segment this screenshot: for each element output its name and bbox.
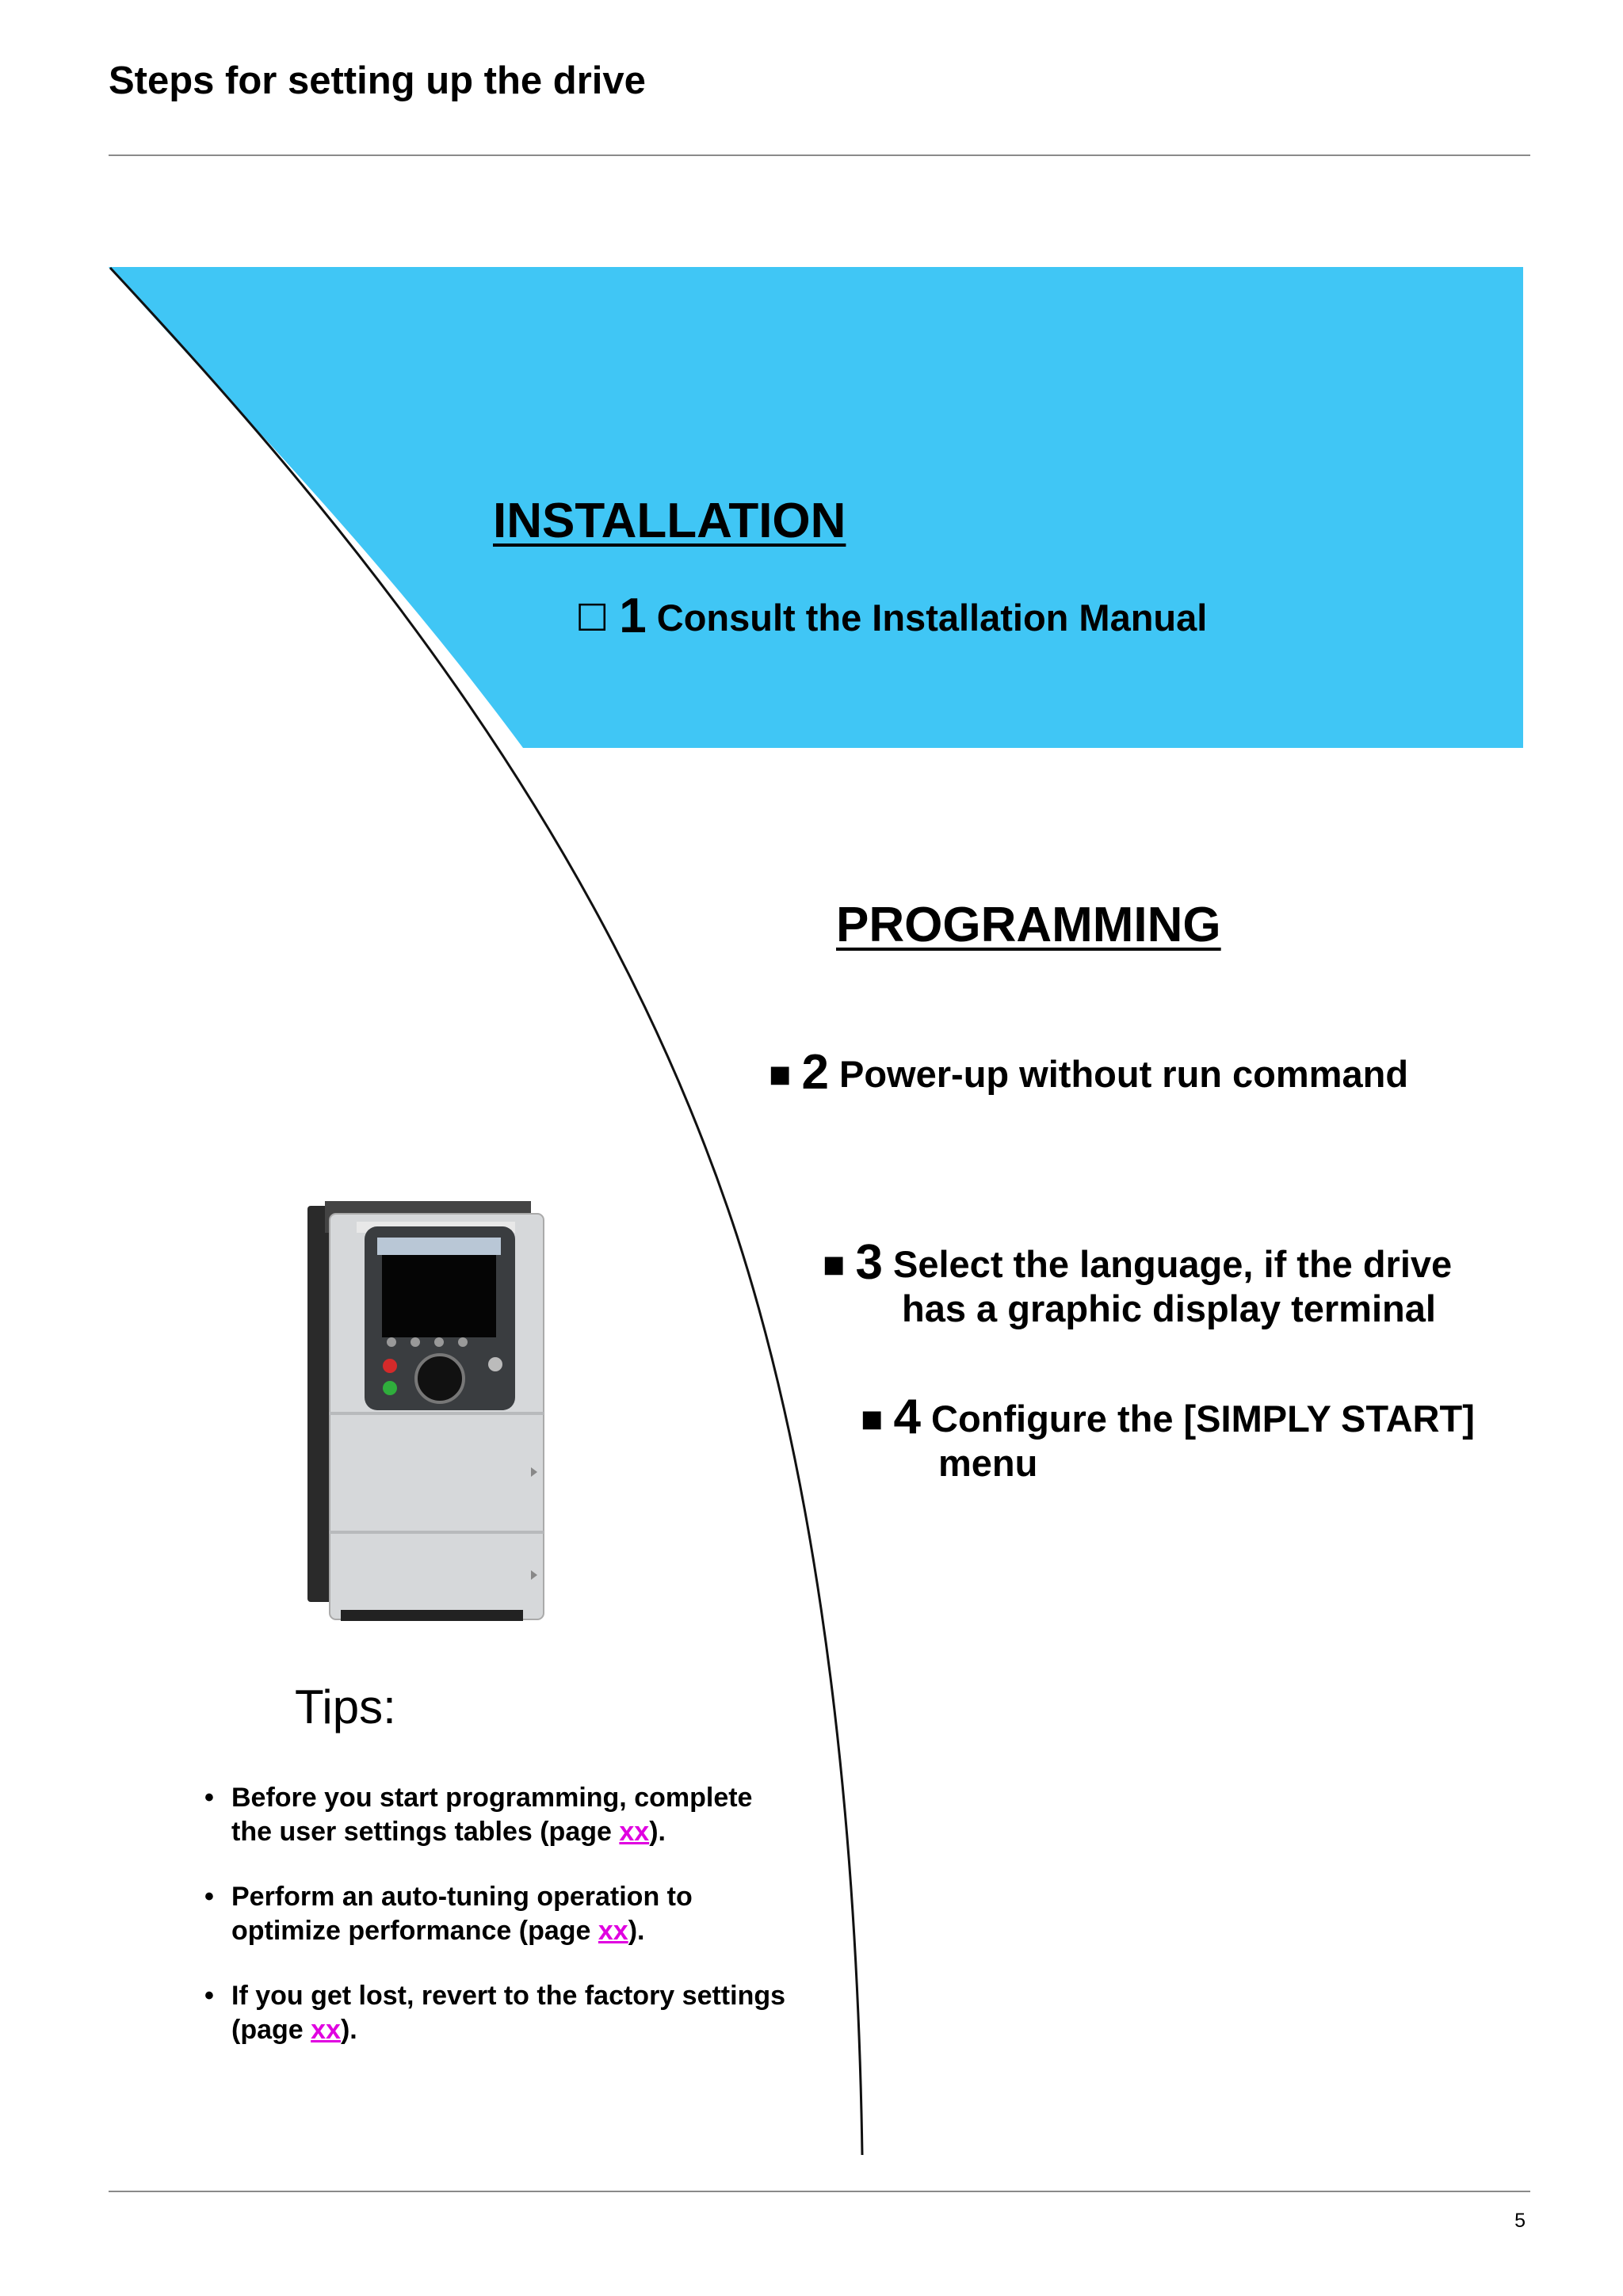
bullet-icon: • — [204, 1882, 214, 1912]
tip-item — [204, 1979, 807, 2047]
tip-line1: Before you start programming, complete — [231, 1783, 753, 1813]
programming-step-4 — [861, 1390, 1475, 1444]
footer-rule — [109, 2191, 1530, 2192]
filled-square-icon: ■ — [823, 1243, 846, 1285]
checkbox-empty-icon: ☐ — [575, 597, 609, 639]
bullet-icon: • — [204, 1981, 214, 2011]
step-number: 2 — [801, 1045, 829, 1100]
installation-step-1 — [575, 589, 1208, 643]
step-number: 3 — [855, 1235, 883, 1290]
step-text: Consult the Installation Manual — [656, 597, 1208, 639]
tip-line2: optimize performance (page — [231, 1916, 598, 1946]
tips-list — [204, 1781, 807, 2078]
tip-line2-end: ). — [649, 1817, 666, 1847]
tips-title: Tips: — [295, 1680, 396, 1733]
tip-line1: Perform an auto-tuning operation to — [231, 1882, 693, 1912]
programming-step-3-line2: has a graphic display terminal — [902, 1287, 1436, 1329]
step-text-line1: Configure the [SIMPLY START] — [931, 1398, 1475, 1440]
page-title: Steps for setting up the drive — [109, 59, 646, 102]
bullet-icon: • — [204, 1783, 214, 1813]
tip-line2: the user settings tables (page — [231, 1817, 620, 1847]
filled-square-icon: ■ — [769, 1053, 792, 1095]
tip-line1: If you get lost, revert to the factory settings — [231, 1981, 786, 2011]
programming-step-2 — [769, 1045, 1409, 1100]
page-link[interactable]: xx — [619, 1817, 650, 1847]
programming-step-3 — [823, 1235, 1453, 1290]
step-text: Power-up without run command — [839, 1053, 1409, 1095]
drive-illustration — [301, 1198, 563, 1626]
tip-line2-end: ). — [340, 2015, 357, 2045]
step-text-line1: Select the language, if the drive — [893, 1243, 1453, 1285]
step-number: 4 — [893, 1390, 921, 1444]
installation-heading: INSTALLATION — [493, 494, 846, 548]
programming-step-4-line2: menu — [938, 1442, 1038, 1484]
page-number: 5 — [1514, 2210, 1526, 2232]
programming-heading: PROGRAMMING — [836, 898, 1221, 952]
header-rule — [109, 154, 1530, 156]
page-link[interactable]: xx — [598, 1916, 628, 1946]
tip-item — [204, 1880, 807, 1948]
tip-line2-end: ). — [628, 1916, 645, 1946]
tip-line2: (page — [231, 2015, 311, 2045]
page-link[interactable]: xx — [311, 2015, 341, 2045]
tip-item — [204, 1781, 807, 1849]
step-number: 1 — [619, 589, 647, 643]
filled-square-icon: ■ — [861, 1398, 884, 1440]
